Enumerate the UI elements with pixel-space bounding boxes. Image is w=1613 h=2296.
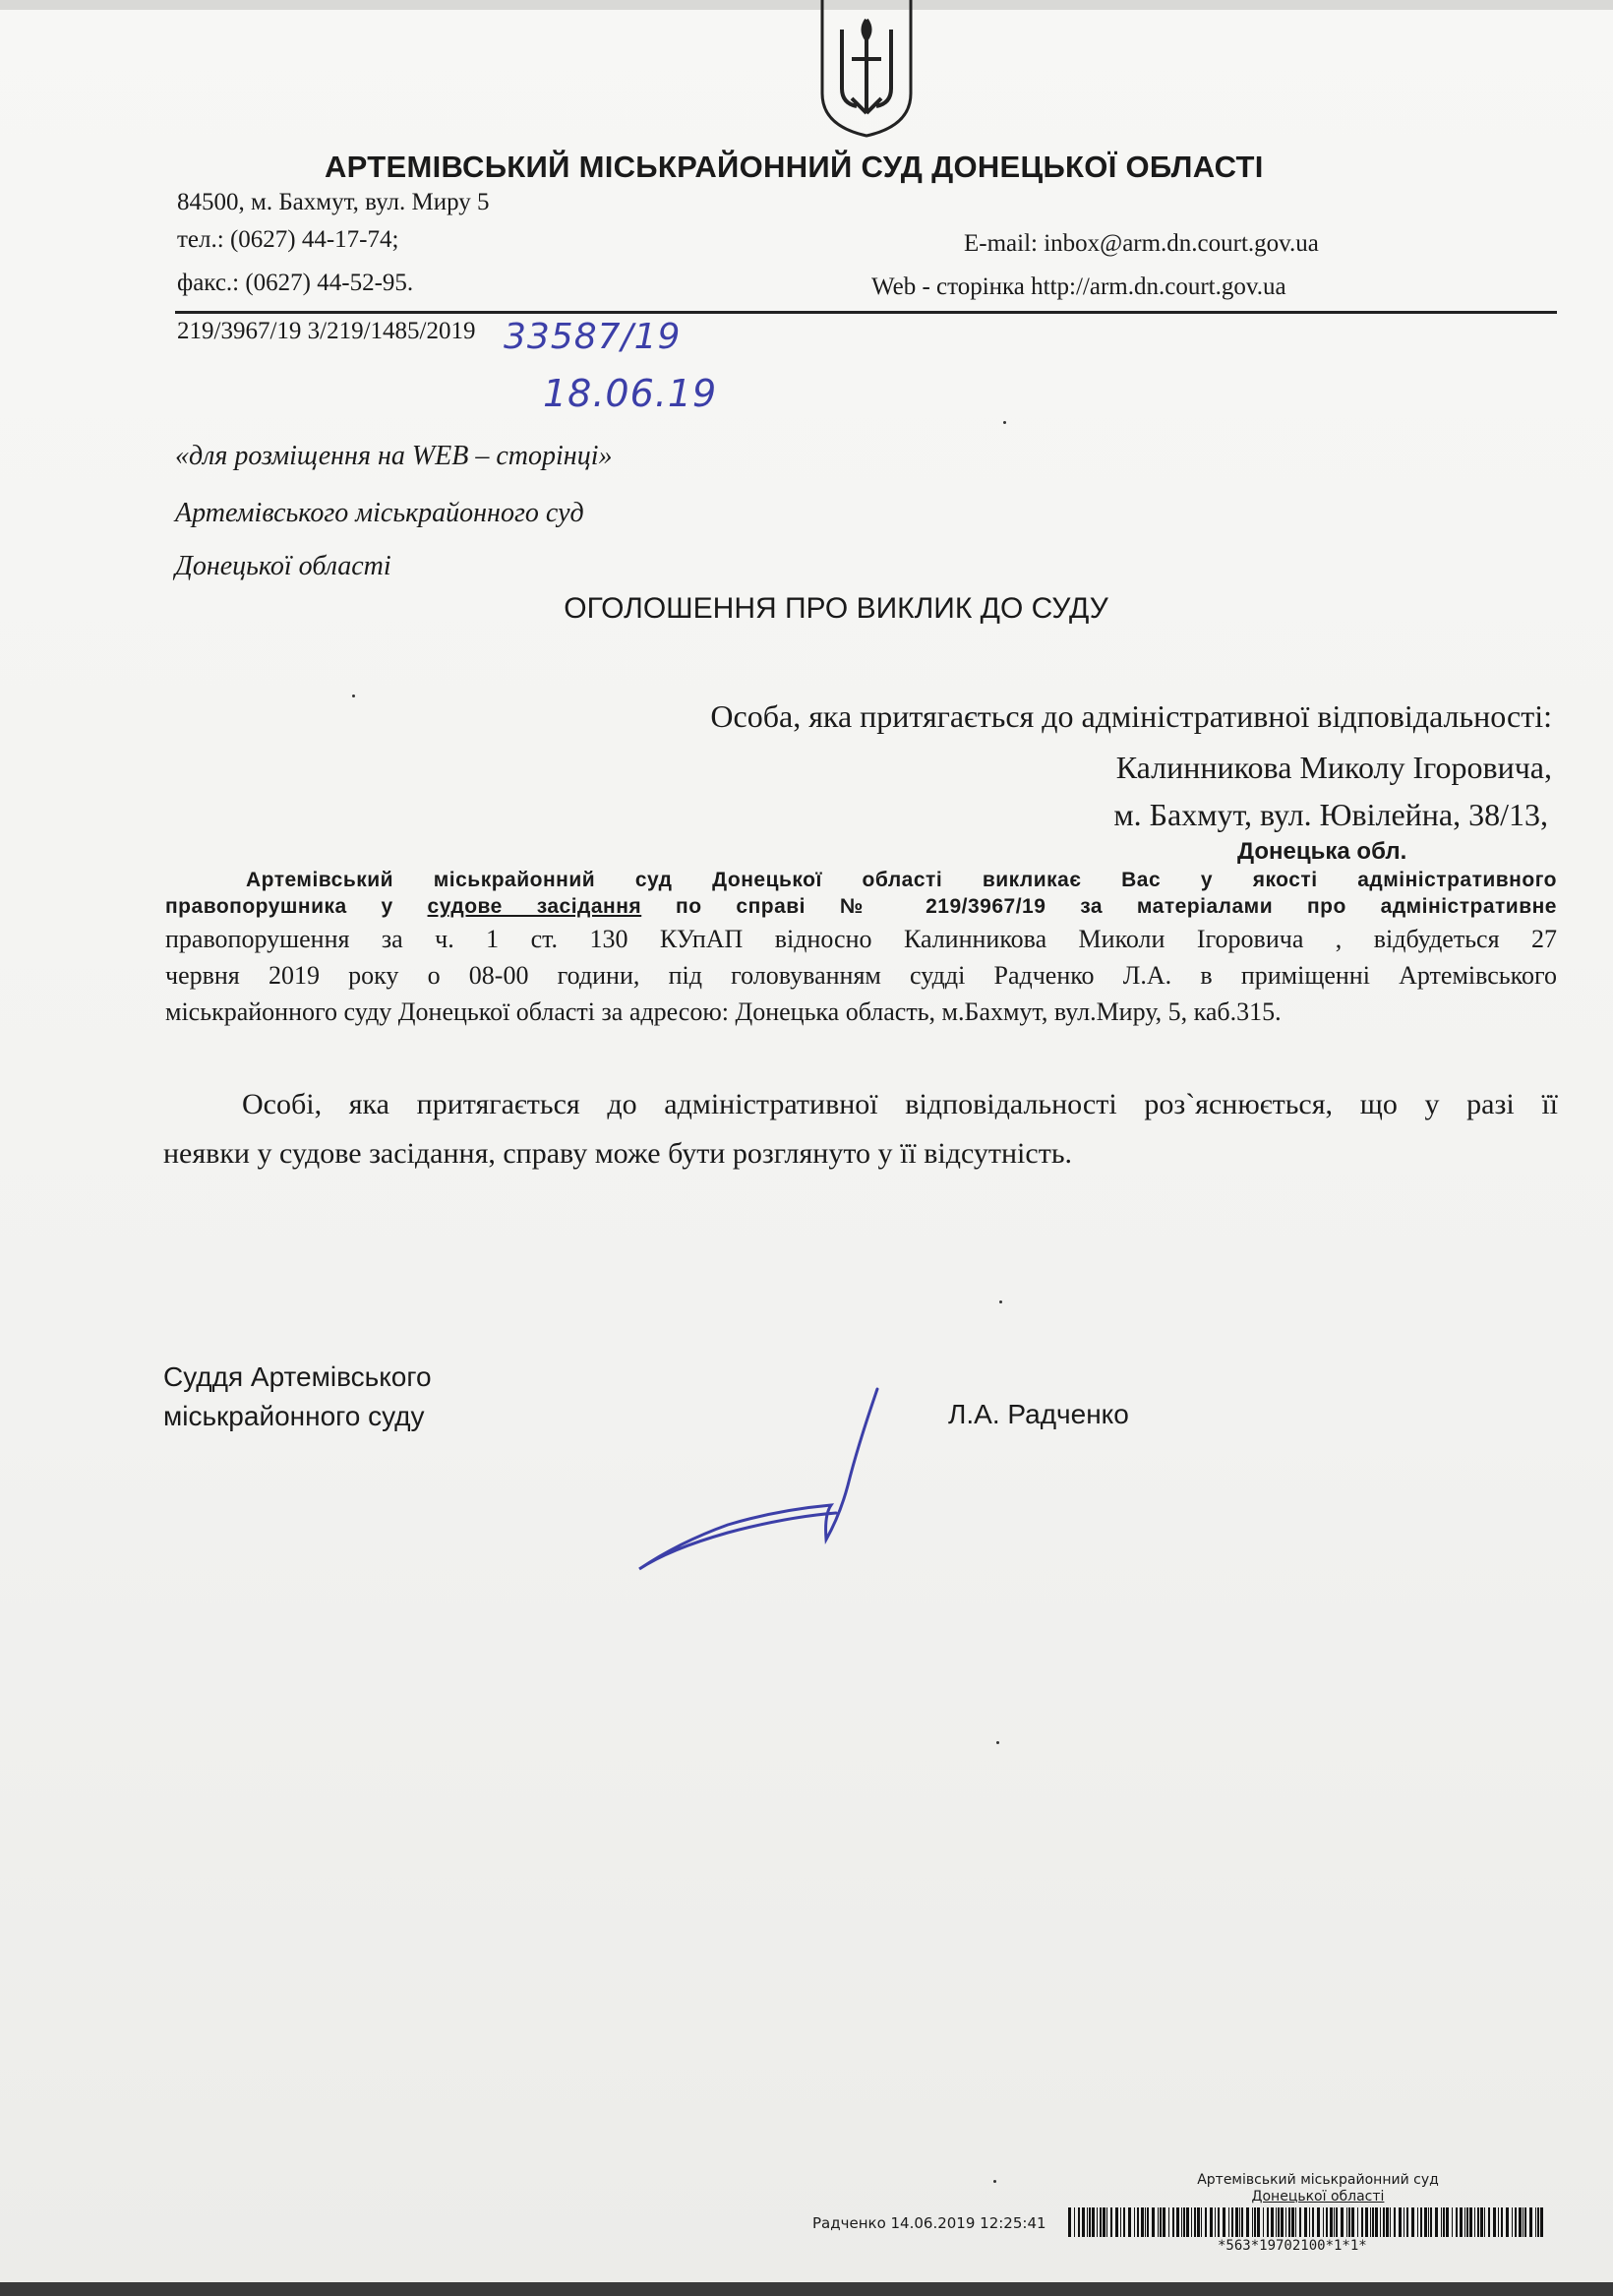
barcode-bar [1464,2207,1465,2237]
barcode-bar [1231,2207,1233,2237]
barcode-bar [1160,2207,1162,2237]
court-phone: тел.: (0627) 44-17-74; [177,226,399,253]
recipient-name: Калинникова Миколу Ігоровича, [1115,750,1552,785]
barcode-bar [1380,2207,1381,2237]
barcode-bar [1452,2207,1453,2237]
barcode-bar [1281,2207,1284,2237]
barcode-bar [1176,2207,1179,2237]
barcode-bar [1304,2207,1307,2237]
barcode-bar [1089,2207,1091,2237]
barcode-bar [1141,2207,1144,2237]
barcode-bar [1168,2207,1169,2237]
barcode-bar [1172,2207,1174,2237]
barcode-bar [1103,2207,1105,2237]
recipient-region: Донецька обл. [1237,838,1407,865]
scan-speck [996,1741,999,1744]
barcode-bar [1309,2207,1310,2237]
barcode-bar [1456,2207,1458,2237]
barcode-bar [1317,2207,1320,2237]
barcode-bar [1411,2207,1414,2237]
barcode-text: *563*19702100*1*1* [1218,2238,1367,2254]
barcode-bar [1420,2207,1422,2237]
summons-text: по справі № 219/3967/19 за матеріалами про адміністративне [676,895,1557,918]
trident-emblem-icon [812,0,921,138]
barcode-bar [1406,2207,1408,2237]
notice-title: ОГОЛОШЕННЯ ПРО ВИКЛИК ДО СУДУ [564,592,1108,625]
e-stamp-court-line: Донецької області [1251,2189,1385,2205]
judge-title: міськрайонного суду [163,1401,425,1431]
barcode-bar [1394,2207,1396,2237]
barcode-bar [1201,2207,1202,2237]
e-stamp-court-line: Артемівський міськрайонний суд [1197,2172,1439,2188]
summons-line [165,895,1557,919]
barcode-bar [1519,2207,1522,2237]
barcode-bar [1186,2207,1189,2237]
barcode-bar [1383,2207,1385,2237]
barcode-bar [1466,2207,1468,2237]
barcode-bar [1336,2207,1338,2237]
barcode-bar [1375,2207,1378,2237]
summons-line: Артемівський міськрайонний суд Донецької області викликає Вас у якості адміністративного [246,869,1557,891]
barcode-bar [1330,2207,1333,2237]
barcode-bar [1194,2207,1196,2237]
barcode-bar [1346,2207,1347,2237]
barcode-bar [1441,2207,1442,2237]
scan-speck [999,1300,1002,1303]
barcode-bar [1540,2207,1543,2237]
barcode-bar [1257,2207,1260,2237]
barcode-bar [1235,2207,1238,2237]
barcode-bar [1357,2207,1358,2237]
barcode-bar [1512,2207,1513,2237]
barcode-bar [1276,2207,1277,2237]
barcode-bar [1348,2207,1350,2237]
barcode-bar [1241,2207,1243,2237]
barcode-bar [1326,2207,1328,2237]
barcode-bar [1191,2207,1192,2237]
barcode-bar [1228,2207,1229,2237]
summons-text: правопорушника у [165,895,393,918]
barcode-bar [1361,2207,1363,2237]
barcode-bar [1100,2207,1102,2237]
barcode-bar [1334,2207,1335,2237]
barcode-bar [1493,2207,1496,2237]
barcode-bar [1365,2207,1368,2237]
judge-title: Суддя Артемівського [163,1361,432,1392]
barcode-bar [1210,2207,1213,2237]
barcode-bar [1291,2207,1294,2237]
scan-speck [352,695,355,697]
barcode-bar [1145,2207,1146,2237]
barcode-bar [1120,2207,1121,2237]
handwritten-signature [629,1377,895,1574]
e-stamp-court [1170,2172,1465,2205]
barcode-bar [1152,2207,1155,2237]
barcode-bar [1267,2207,1269,2237]
handwritten-reg-number: 33587/19 [504,317,682,357]
barcode-bar [1137,2207,1139,2237]
case-reference: 219/3967/19 3/219/1485/2019 [177,318,476,344]
barcode-bar [1480,2207,1483,2237]
barcode-bar [1123,2207,1125,2237]
barcode-bar [1430,2207,1432,2237]
barcode-bar [1183,2207,1185,2237]
barcode-bar [1181,2207,1182,2237]
recipient-address: м. Бахмут, вул. Ювілейна, 38/13, [1113,797,1548,832]
barcode-bar [1529,2207,1532,2237]
barcode-bar [1323,2207,1324,2237]
barcode-icon [1068,2207,1548,2237]
barcode-bar [1087,2207,1088,2237]
barcode-bar [1110,2207,1112,2237]
court-website: Web - сторінка http://arm.dn.court.gov.ua [871,273,1286,300]
barcode-bar [1068,2207,1071,2237]
barcode-bar [1370,2207,1371,2237]
placement-region: Донецької області [175,551,391,581]
barcode-bar [1469,2207,1472,2237]
barcode-bar [1115,2207,1118,2237]
scan-speck [993,2180,996,2183]
barcode-bar [1106,2207,1107,2237]
scan-edge-top [0,0,1613,10]
barcode-bar [1082,2207,1085,2237]
summons-line: правопорушення за ч. 1 ст. 130 КУпАП відносно Калинникова Миколи Ігоровича , відбудеться 27 [165,925,1557,953]
scan-speck [1003,421,1006,424]
barcode-bar [1446,2207,1449,2237]
barcode-bar [1246,2207,1249,2237]
barcode-bar [1215,2207,1216,2237]
barcode-bar [1078,2207,1080,2237]
summons-line: міськрайонного суду Донецької області за адресою: Донецька область, м.Бахмут, вул.Миру, 5, каб.315. [165,997,1282,1026]
barcode-bar [1524,2207,1526,2237]
court-name: АРТЕМІВСЬКИЙ МІСЬКРАЙОННИЙ СУД ДОНЕЦЬКОЇ ОБЛАСТІ [325,150,1264,184]
barcode-bar [1271,2207,1274,2237]
barcode-bar [1285,2207,1286,2237]
barcode-bar [1515,2207,1517,2237]
scan-edge-bottom [0,2282,1613,2296]
barcode-bar [1390,2207,1391,2237]
barcode-bar [1278,2207,1280,2237]
recipient-role: Особа, яка притягається до адміністративної відповідальності: [710,698,1552,734]
barcode-bar [1254,2207,1256,2237]
barcode-bar [1535,2207,1536,2237]
barcode-bar [1372,2207,1374,2237]
court-fax: факс.: (0627) 44-52-95. [177,270,414,296]
barcode-bar [1506,2207,1509,2237]
barcode-bar [1092,2207,1095,2237]
court-address: 84500, м. Бахмут, вул. Миру 5 [177,189,490,215]
handwritten-date: 18.06.19 [543,372,718,415]
barcode-bar [1341,2207,1344,2237]
barcode-bar [1147,2207,1149,2237]
barcode-bar [1263,2207,1264,2237]
placement-court: Артемівського міськрайонного суд [175,498,584,528]
judge-name: Л.А. Радченко [948,1399,1129,1429]
barcode-bar [1218,2207,1220,2237]
barcode-bar [1386,2207,1389,2237]
barcode-bar [1498,2207,1499,2237]
warning-line: Особі, яка притягається до адміністративної відповідальності роз`яснюється, що у разі її [242,1088,1558,1120]
barcode-bar [1252,2207,1253,2237]
barcode-bar [1424,2207,1427,2237]
barcode-bar [1163,2207,1165,2237]
barcode-bar [1197,2207,1200,2237]
barcode-bar [1239,2207,1240,2237]
e-stamp-judge-time: Радченко 14.06.2019 12:25:41 [812,2214,1046,2232]
barcode-bar [1312,2207,1314,2237]
barcode-bar [1158,2207,1159,2237]
barcode-bar [1435,2207,1438,2237]
barcode-bar [1428,2207,1429,2237]
summons-hearing: судове засідання [427,895,642,918]
summons-line: червня 2019 року о 08-00 години, під головуванням судді Радченко Л.А. в приміщенні Артемівського [165,961,1557,990]
barcode-bar [1537,2207,1539,2237]
barcode-bar [1205,2207,1207,2237]
barcode-bar [1299,2207,1301,2237]
court-email: E-mail: inbox@arm.dn.court.gov.ua [964,230,1319,257]
placement-note: «для розміщення на WEB – сторінці» [175,441,613,471]
barcode-bar [1134,2207,1135,2237]
barcode-bar [1288,2207,1290,2237]
barcode-bar [1477,2207,1479,2237]
barcode-bar [1074,2207,1075,2237]
barcode-bar [1223,2207,1225,2237]
barcode-bar [1295,2207,1296,2237]
barcode-bar [1443,2207,1445,2237]
barcode-bar [1460,2207,1463,2237]
barcode-bar [1351,2207,1354,2237]
barcode-bar [1399,2207,1402,2237]
barcode-bar [1128,2207,1131,2237]
barcode-bar [1474,2207,1475,2237]
barcode-bar [1501,2207,1503,2237]
barcode-bar [1484,2207,1485,2237]
header-divider [175,311,1557,314]
barcode-bar [1488,2207,1490,2237]
barcode-bar [1097,2207,1098,2237]
warning-line: неявки у судове засідання, справу може бути розглянуто у її відсутність. [163,1137,1072,1170]
barcode-bar [1417,2207,1418,2237]
